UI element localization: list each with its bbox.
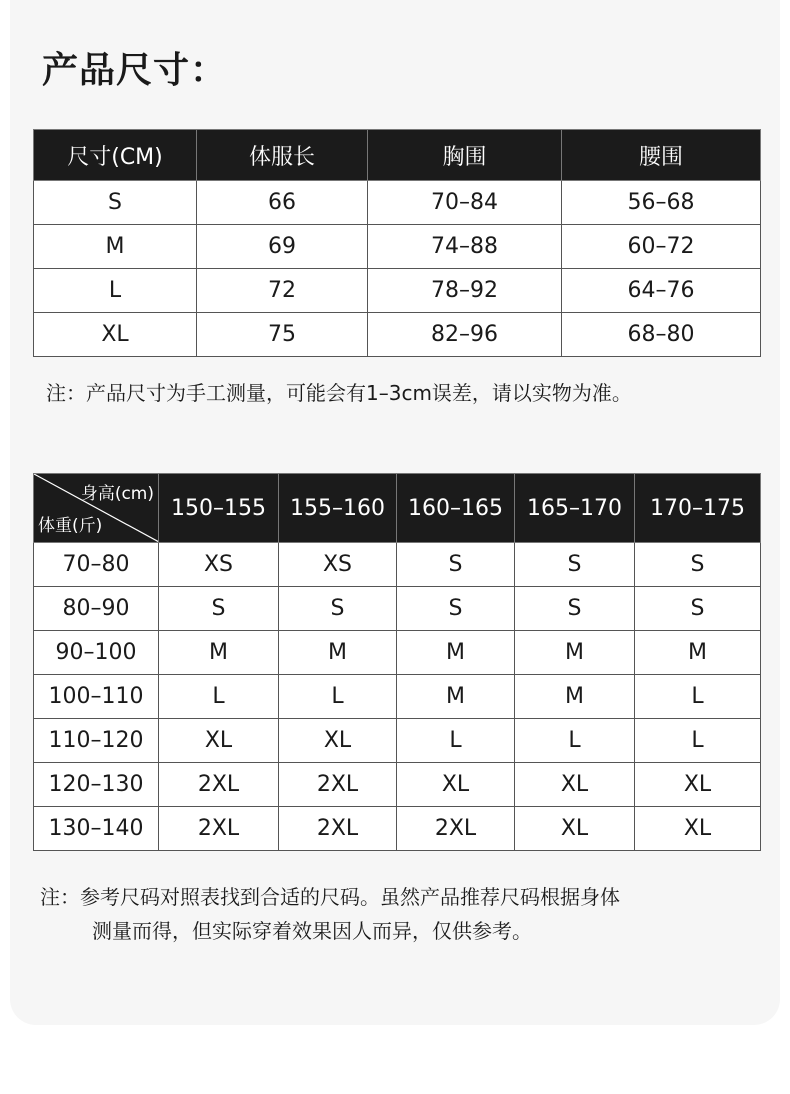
cell-size: L	[635, 675, 761, 719]
table-row	[34, 675, 761, 719]
cell-size: 2XL	[159, 763, 279, 807]
cell-weight: 100–110	[34, 675, 159, 719]
header-length: 体服长	[197, 130, 368, 181]
cell-length: 66	[197, 181, 368, 225]
cell-waist: 64–76	[562, 269, 761, 313]
cell-size: L	[34, 269, 197, 313]
cell-size: S	[279, 587, 397, 631]
header-height: 155–160	[279, 474, 397, 543]
cell-size: 2XL	[279, 763, 397, 807]
table-row	[34, 631, 761, 675]
fit-table	[33, 473, 761, 851]
cell-size: M	[34, 225, 197, 269]
table-row	[34, 763, 761, 807]
cell-size: S	[635, 587, 761, 631]
header-size: 尺寸(CM)	[34, 130, 197, 181]
table-row	[34, 269, 761, 313]
cell-size: XL	[34, 313, 197, 357]
fit-note-line2: 测量而得，但实际穿着效果因人而异，仅供参考。	[92, 919, 532, 943]
cell-size: 2XL	[279, 807, 397, 851]
header-chest: 胸围	[368, 130, 562, 181]
cell-size: M	[635, 631, 761, 675]
cell-size: XS	[279, 543, 397, 587]
cell-weight: 120–130	[34, 763, 159, 807]
cell-size: L	[397, 719, 515, 763]
cell-size: L	[515, 719, 635, 763]
fit-table-header	[34, 474, 761, 543]
table-row	[34, 543, 761, 587]
cell-size: M	[397, 675, 515, 719]
header-height: 160–165	[397, 474, 515, 543]
measurement-note: 注：产品尺寸为手工测量，可能会有1–3cm误差，请以实物为准。	[46, 381, 632, 405]
cell-size: 2XL	[397, 807, 515, 851]
cell-weight: 110–120	[34, 719, 159, 763]
fit-note	[40, 880, 760, 948]
cell-size: S	[159, 587, 279, 631]
header-height: 165–170	[515, 474, 635, 543]
cell-waist: 56–68	[562, 181, 761, 225]
cell-size: L	[635, 719, 761, 763]
cell-length: 72	[197, 269, 368, 313]
table-row	[34, 719, 761, 763]
cell-length: 69	[197, 225, 368, 269]
cell-length: 75	[197, 313, 368, 357]
cell-size: S	[34, 181, 197, 225]
cell-size: M	[279, 631, 397, 675]
size-table-header	[34, 130, 761, 181]
cell-size: S	[397, 587, 515, 631]
cell-size: XS	[159, 543, 279, 587]
table-row	[34, 225, 761, 269]
cell-chest: 70–84	[368, 181, 562, 225]
header-height: 150–155	[159, 474, 279, 543]
table-row	[34, 587, 761, 631]
cell-size: XL	[279, 719, 397, 763]
cell-weight: 130–140	[34, 807, 159, 851]
cell-size: M	[397, 631, 515, 675]
cell-size: S	[515, 587, 635, 631]
cell-size: XL	[635, 763, 761, 807]
cell-size: S	[635, 543, 761, 587]
cell-size: L	[279, 675, 397, 719]
cell-weight: 80–90	[34, 587, 159, 631]
cell-size: 2XL	[159, 807, 279, 851]
cell-weight: 90–100	[34, 631, 159, 675]
cell-chest: 74–88	[368, 225, 562, 269]
cell-waist: 68–80	[562, 313, 761, 357]
cell-size: S	[515, 543, 635, 587]
cell-size: XL	[635, 807, 761, 851]
cell-size: M	[515, 631, 635, 675]
header-waist: 腰围	[562, 130, 761, 181]
cell-chest: 78–92	[368, 269, 562, 313]
corner-weight-label: 体重(斤)	[38, 516, 103, 536]
cell-waist: 60–72	[562, 225, 761, 269]
cell-size: M	[159, 631, 279, 675]
cell-size: L	[159, 675, 279, 719]
page-title: 产品尺寸：	[42, 50, 228, 91]
table-row	[34, 181, 761, 225]
cell-size: XL	[397, 763, 515, 807]
cell-size: XL	[159, 719, 279, 763]
header-height: 170–175	[635, 474, 761, 543]
table-row	[34, 807, 761, 851]
corner-height-label: 身高(cm)	[80, 484, 154, 504]
cell-size: XL	[515, 807, 635, 851]
cell-size: M	[515, 675, 635, 719]
table-row	[34, 313, 761, 357]
cell-chest: 82–96	[368, 313, 562, 357]
cell-size: XL	[515, 763, 635, 807]
size-table	[33, 129, 761, 357]
corner-header	[34, 474, 159, 543]
fit-note-line1: 注：参考尺码对照表找到合适的尺码。虽然产品推荐尺码根据身体	[40, 885, 620, 909]
cell-size: S	[397, 543, 515, 587]
cell-weight: 70–80	[34, 543, 159, 587]
